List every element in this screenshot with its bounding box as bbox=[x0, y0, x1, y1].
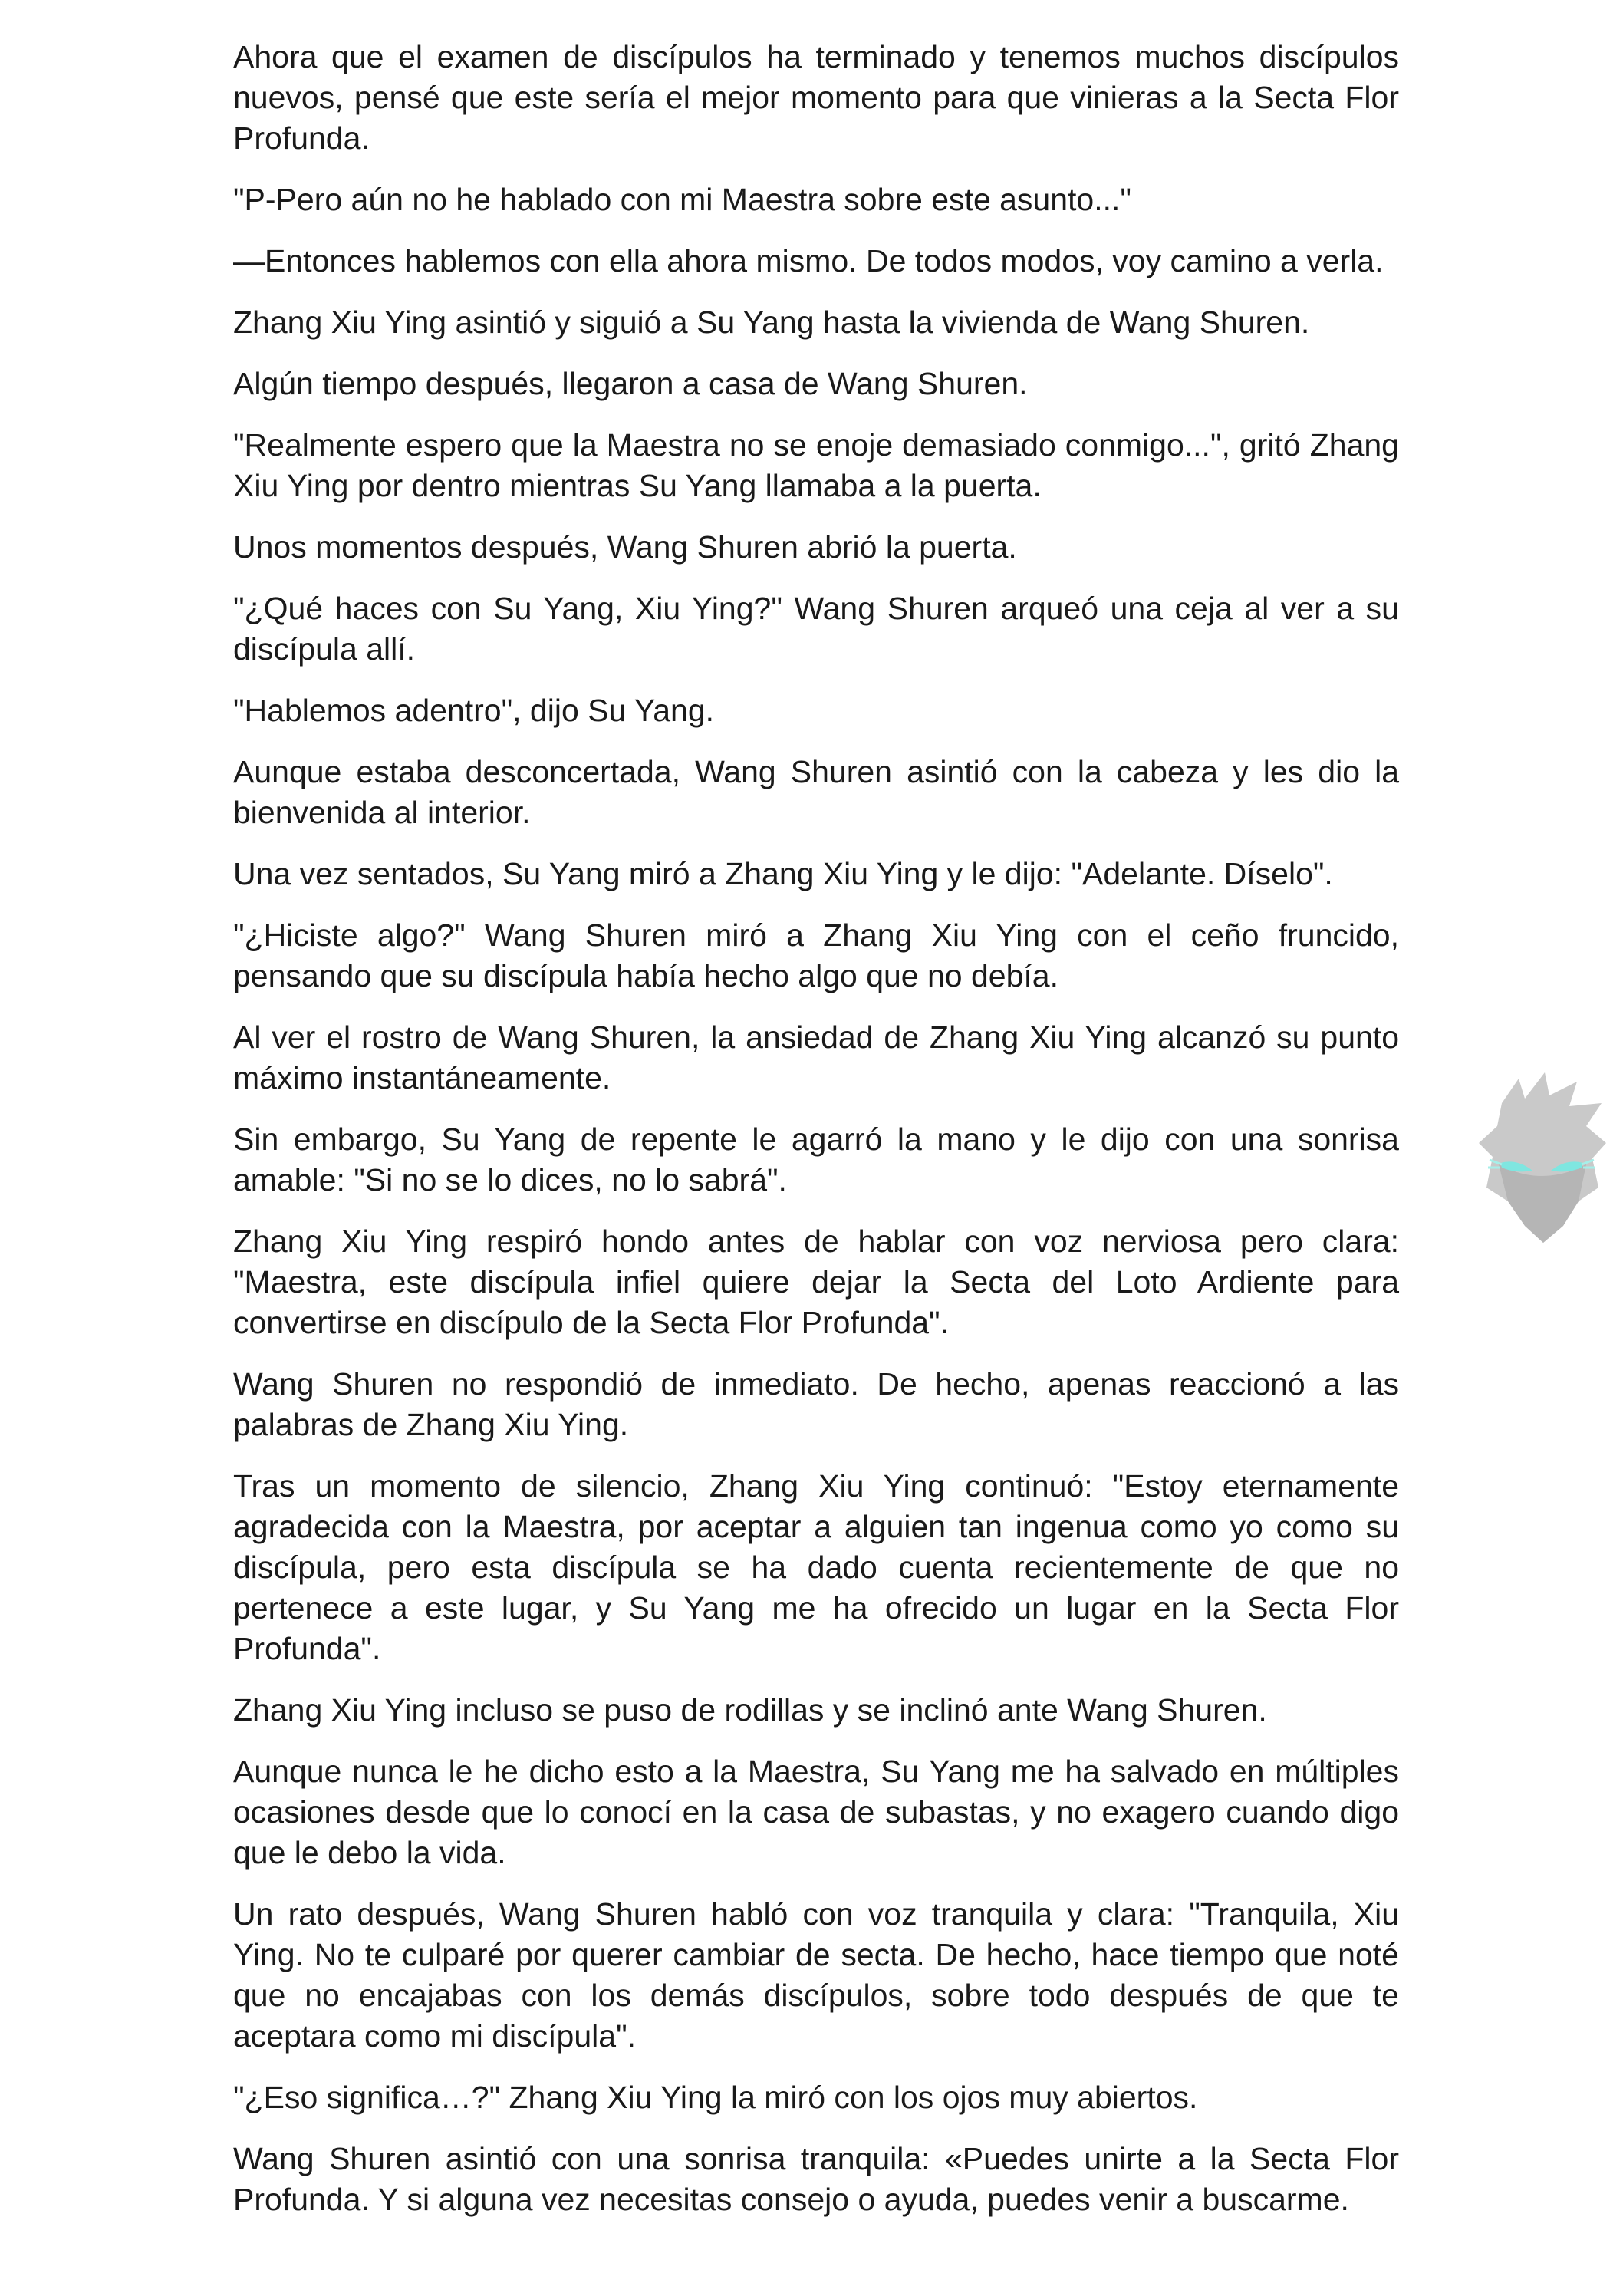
paragraph: "Realmente espero que la Maestra no se enoje demasiado conmigo...", gritó Zhang Xiu Ying por dentro mientras Su Yang llamaba a la puerta. bbox=[233, 427, 1399, 503]
paragraph: Sin embargo, Su Yang de repente le agarró la mano y le dijo con una sonrisa amable: "Si no se lo dices, no lo sabrá". bbox=[233, 1122, 1399, 1197]
paragraph: Tras un momento de silencio, Zhang Xiu Ying continuó: "Estoy eternamente agradecida con la Maestra, por aceptar a alguien tan ingenua como yo como su discípula, pero esta discípula se ha dado cuenta recientemente de que no pertenece a este lugar, y Su Yang me ha ofrecido un lugar en la Secta Flor Profunda". bbox=[233, 1468, 1399, 1666]
paragraph: "¿Hiciste algo?" Wang Shuren miró a Zhang Xiu Ying con el ceño fruncido, pensando que su discípula había hecho algo que no debía. bbox=[233, 917, 1399, 993]
paragraph: Aunque estaba desconcertada, Wang Shuren asintió con la cabeza y les dio la bienvenida al interior. bbox=[233, 754, 1399, 830]
paragraph: Wang Shuren no respondió de inmediato. De hecho, apenas reaccionó a las palabras de Zhang Xiu Ying. bbox=[233, 1366, 1399, 1442]
paragraph: Unos momentos después, Wang Shuren abrió la puerta. bbox=[233, 529, 1017, 565]
paragraph: Una vez sentados, Su Yang miró a Zhang Xiu Ying y le dijo: "Adelante. Díselo". bbox=[233, 856, 1333, 891]
paragraph: Aunque nunca le he dicho esto a la Maestra, Su Yang me ha salvado en múltiples ocasiones desde que lo conocí en la casa de subastas, y no exagero cuando digo que le debo la vida. bbox=[233, 1754, 1399, 1870]
paragraph: "P-Pero aún no he hablado con mi Maestra sobre este asunto..." bbox=[233, 182, 1131, 217]
paragraph: Zhang Xiu Ying asintió y siguió a Su Yang hasta la vivienda de Wang Shuren. bbox=[233, 305, 1310, 340]
document-page bbox=[233, 37, 1399, 2241]
paragraph: Ahora que el examen de discípulos ha terminado y tenemos muchos discípulos nuevos, pensé que este sería el mejor momento para que vinieras a la Secta Flor Profunda. bbox=[233, 39, 1399, 156]
paragraph: Al ver el rostro de Wang Shuren, la ansiedad de Zhang Xiu Ying alcanzó su punto máximo instantáneamente. bbox=[233, 1020, 1399, 1095]
paragraph: Zhang Xiu Ying incluso se puso de rodillas y se inclinó ante Wang Shuren. bbox=[233, 1692, 1267, 1728]
paragraph: Zhang Xiu Ying respiró hondo antes de hablar con voz nerviosa pero clara: "Maestra, este discípula infiel quiere dejar la Secta del Loto Ardiente para convertirse en discípulo de la Secta Flor Profunda". bbox=[233, 1224, 1399, 1340]
paragraph: Un rato después, Wang Shuren habló con voz tranquila y clara: "Tranquila, Xiu Ying. No te culparé por querer cambiar de secta. De hecho, hace tiempo que noté que no encajabas con los demás discípulos, sobre todo después de que te aceptara como mi discípula". bbox=[233, 1896, 1399, 2054]
demon-head-logo-icon bbox=[1471, 1072, 1613, 1245]
paragraph: "¿Eso significa…?" Zhang Xiu Ying la miró con los ojos muy abiertos. bbox=[233, 2080, 1198, 2115]
paragraph: —Entonces hablemos con ella ahora mismo. De todos modos, voy camino a verla. bbox=[233, 243, 1384, 278]
paragraph: Wang Shuren asintió con una sonrisa tranquila: «Puedes unirte a la Secta Flor Profunda. Y si alguna vez necesitas consejo o ayuda, puedes venir a buscarme. bbox=[233, 2141, 1399, 2217]
paragraph: Algún tiempo después, llegaron a casa de Wang Shuren. bbox=[233, 366, 1028, 401]
paragraph: "Hablemos adentro", dijo Su Yang. bbox=[233, 693, 715, 728]
paragraph: "¿Qué haces con Su Yang, Xiu Ying?" Wang Shuren arqueó una ceja al ver a su discípula allí. bbox=[233, 591, 1399, 667]
